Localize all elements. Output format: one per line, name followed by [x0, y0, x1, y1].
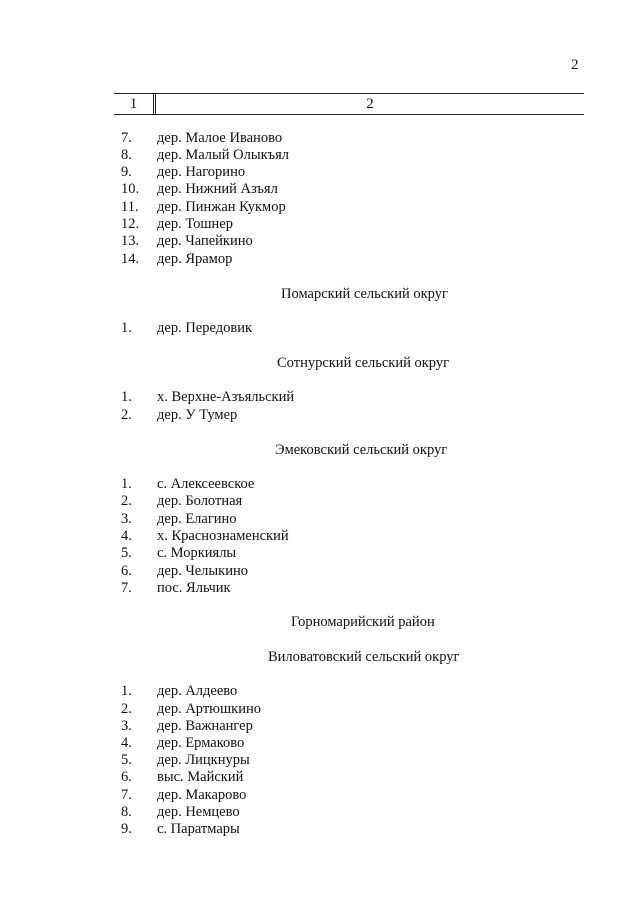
list-item-number: 7. [121, 787, 132, 803]
list-item-number: 9. [121, 164, 132, 180]
section-heading-text: Помарский сельский округ [281, 286, 448, 302]
table-header-col2: 2 [366, 96, 374, 112]
list-item-number: 7. [121, 130, 132, 146]
list-item-text: х. Верхне-Азъяльский [157, 389, 295, 405]
list-item-text: дер. Елагино [157, 511, 237, 527]
list-item-text: дер. Немцево [157, 804, 240, 820]
list-item-number: 8. [121, 804, 132, 820]
list-item-number: 1. [121, 683, 132, 699]
list-item-number: 6. [121, 769, 132, 785]
list-item-text: дер. Болотная [157, 493, 243, 509]
list-item-text: дер. Малый Олыкъял [157, 147, 290, 163]
district-heading-text: Горномарийский район [291, 614, 435, 630]
list-item-number: 4. [121, 735, 132, 751]
list-item-number: 7. [121, 580, 132, 596]
list-item-text: дер. Макарово [157, 787, 247, 803]
list-item-number: 6. [121, 563, 132, 579]
list-item-text: х. Краснознаменский [157, 528, 289, 544]
list-item-text: дер. У Тумер [157, 407, 238, 423]
list-item-text: с. Паратмары [157, 821, 240, 837]
list-item-text: дер. Ермаково [157, 735, 245, 751]
list-item-text: дер. Пинжан Кукмор [157, 199, 286, 215]
list-item-number: 9. [121, 821, 132, 837]
list-item-text: дер. Лицкнуры [157, 752, 250, 768]
list-item-text: дер. Тошнер [157, 216, 233, 232]
list-item-number: 2. [121, 701, 132, 717]
list-item-number: 2. [121, 407, 132, 423]
list-item-text: дер. Артюшкино [157, 701, 261, 717]
list-item-number: 8. [121, 147, 132, 163]
list-item-number: 5. [121, 545, 132, 561]
list-item-text: дер. Малое Иваново [157, 130, 283, 146]
list-item-number: 1. [121, 320, 132, 336]
list-item-number: 11. [121, 199, 139, 215]
list-item-number: 4. [121, 528, 132, 544]
table-header [114, 93, 584, 115]
list-item-text: дер. Нагорино [157, 164, 246, 180]
page-number: 2 [571, 57, 579, 73]
list-item-text: дер. Нижний Азъял [157, 181, 278, 197]
section-heading-text: Сотнурский сельский округ [277, 355, 450, 371]
list-item-text: дер. Алдеево [157, 683, 238, 699]
list-item-number: 5. [121, 752, 132, 768]
list-item-number: 1. [121, 389, 132, 405]
list-item-number: 14. [121, 251, 140, 267]
list-item-text: дер. Ярамор [157, 251, 233, 267]
section-heading-text: Виловатовский сельский округ [268, 649, 460, 665]
table-header-col1: 1 [114, 94, 154, 114]
list-item-text: пос. Яльчик [157, 580, 231, 596]
list-item-number: 3. [121, 511, 132, 527]
list-item-number: 12. [121, 216, 140, 232]
list-item-text: дер. Передовик [157, 320, 252, 336]
list-item-number: 1. [121, 476, 132, 492]
list-item-text: с. Алексеевское [157, 476, 255, 492]
list-item-number: 13. [121, 233, 140, 249]
section-heading-text: Эмековский сельский округ [275, 442, 448, 458]
list-item-number: 3. [121, 718, 132, 734]
list-item-text: дер. Важнангер [157, 718, 253, 734]
list-item-number: 10. [121, 181, 140, 197]
list-item-text: дер. Чапейкино [157, 233, 253, 249]
list-item-number: 2. [121, 493, 132, 509]
list-item-text: выс. Майский [157, 769, 244, 785]
list-item-text: с. Моркиялы [157, 545, 237, 561]
list-item-text: дер. Челыкино [157, 563, 248, 579]
